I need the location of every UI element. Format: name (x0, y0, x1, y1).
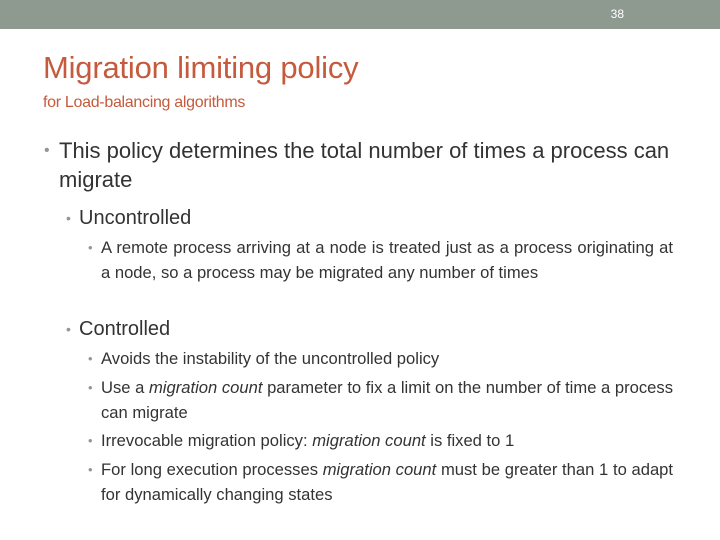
bullet-dot-icon: • (88, 380, 93, 395)
slide-subtitle: for Load-balancing algorithms (43, 94, 246, 111)
bullet-dot-icon: • (66, 210, 71, 226)
term-migration-count: migration count (322, 460, 437, 479)
bullet-uncontrolled-label: Uncontrolled (79, 207, 192, 229)
bullet-controlled-irrevocable-text: Irrevocable migration policy: migration count is fixed to 1 (101, 431, 515, 450)
bullet-controlled-long-text: For long execution processes migration count must be greater than 1 to adapt for dynamically changing states (101, 460, 674, 504)
header-bar (0, 0, 720, 29)
slide-number: 38 (610, 7, 624, 21)
bullet-controlled-label: Controlled (79, 318, 171, 340)
term-migration-count: migration count (148, 378, 263, 397)
bullet-dot-icon: • (88, 351, 93, 366)
bullet-controlled-instability (88, 347, 673, 372)
bullet-controlled-count (88, 376, 673, 425)
bullet-controlled-long (88, 458, 673, 507)
bullet-controlled-irrevocable (88, 429, 673, 454)
slide-title: Migration limiting policy (43, 50, 359, 85)
bullet-controlled-count-text: Use a migration count parameter to fix a limit on the number of time a process can migrate (101, 378, 673, 422)
bullet-dot-icon: • (88, 462, 93, 477)
bullet-dot-icon: • (44, 142, 50, 159)
bullet-dot-icon: • (66, 321, 71, 337)
bullet-controlled (66, 317, 686, 341)
bullet-uncontrolled (66, 206, 686, 230)
bullet-dot-icon: • (88, 240, 93, 255)
bullet-uncontrolled-detail-text: A remote process arriving at a node is treated just as a process originating at a node, so a process may be migrated any number of times (101, 238, 673, 282)
bullet-dot-icon: • (88, 433, 93, 448)
term-migration-count: migration count (312, 431, 426, 450)
bullet-main (44, 136, 684, 194)
bullet-uncontrolled-detail (88, 236, 673, 285)
bullet-controlled-instability-text: Avoids the instability of the uncontrolled policy (101, 349, 440, 368)
bullet-main-text: This policy determines the total number of times a process can migrate (59, 138, 670, 192)
